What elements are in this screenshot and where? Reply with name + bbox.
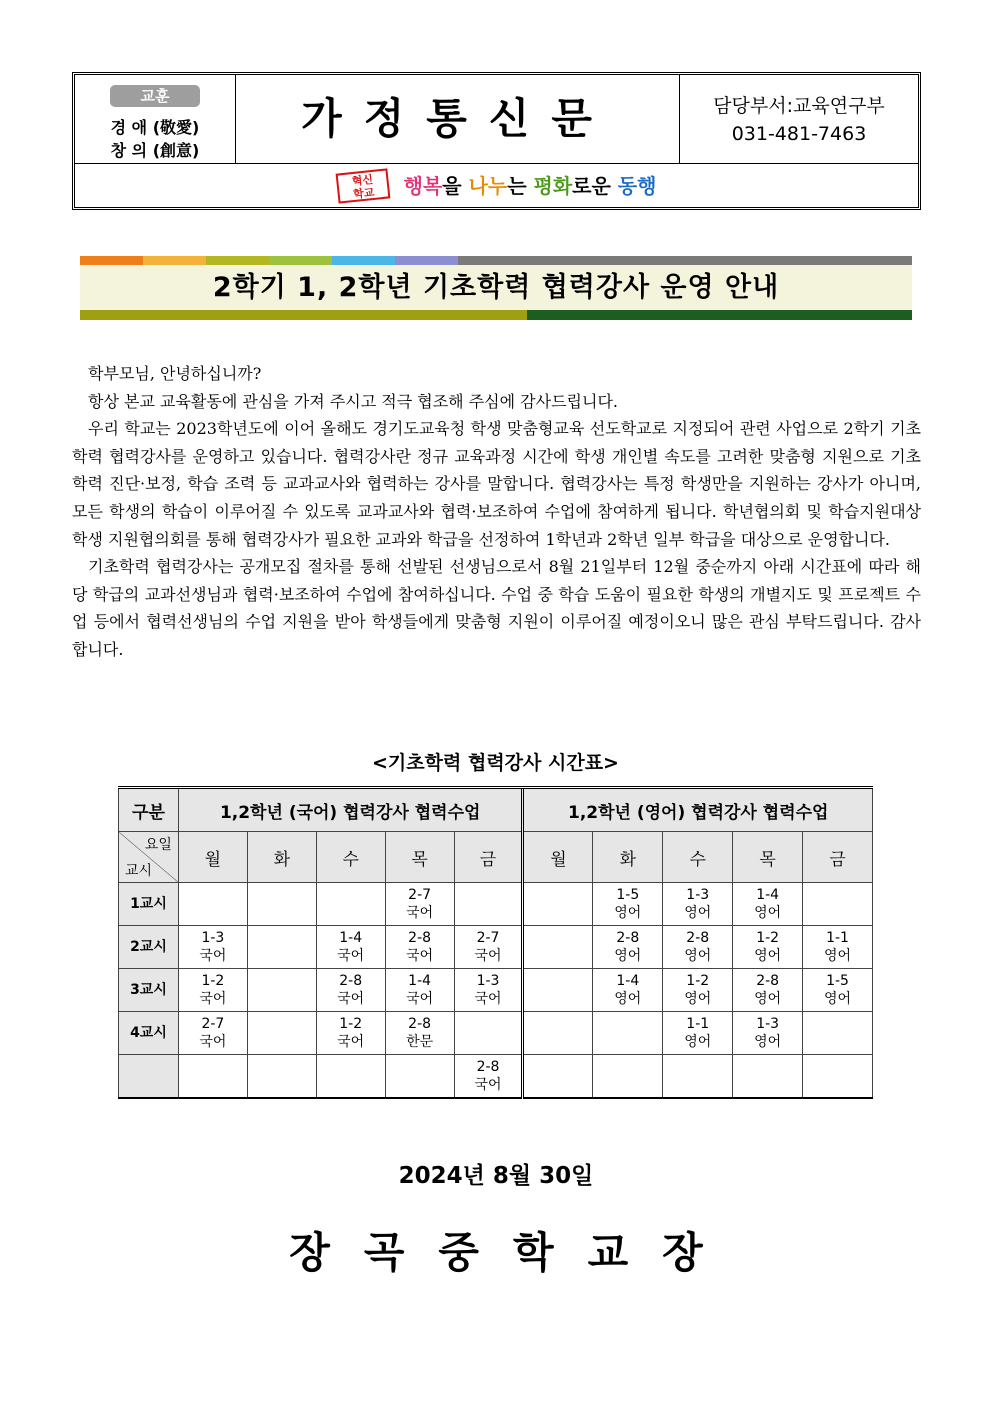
timetable-cell — [247, 926, 316, 969]
body-paragraph: 우리 학교는 2023학년도에 이어 올해도 경기도교육청 학생 맞춤형교육 선도학교로 지정되어 관련 사업으로 2학기 기초학력 협력강사를 운영하고 있습니다. 협력강사란 정규 교육과정 시간에 학생 개인별 속도를 고려한 맞춤형 지원으로 기초학력 진단·보정, 학습 조력 등 교과교사와 협력하는 강사를 말합니다. 협력강사는 특정 학생만을 지원하는 강사가 아니며, 모든 학생의 학습이 이루어질 수 있도록 교과교사와 협력·보조하여 수업에 참여하게 됩니다. 학년협의회 및 학습지원대상학생 지원협의회를 통해 협력강사가 필요한 교과와 학급을 선정하여 1학년과 2학년 일부 학급을 대상으로 운영합니다. — [72, 419, 921, 549]
header-top-row — [75, 75, 918, 164]
class-number: 1-3 — [686, 887, 710, 903]
subject-name: 국어 — [337, 991, 365, 1007]
class-number: 2-8 — [616, 930, 640, 946]
subject-name: 영어 — [754, 948, 782, 964]
school-slogan: 행복을 나누는 평화로운 동행 — [403, 173, 657, 198]
timetable-cell — [316, 1012, 385, 1055]
class-number: 2-8 — [686, 930, 710, 946]
day-header: 목 — [385, 832, 454, 883]
day-header: 금 — [454, 832, 523, 883]
subject-name: 영어 — [824, 948, 852, 964]
subject-name: 영어 — [614, 991, 642, 1007]
period-label: 3교시 — [119, 969, 179, 1012]
subject-name: 영어 — [614, 905, 642, 921]
banner-top-stripe — [80, 256, 912, 265]
subject-name: 국어 — [406, 948, 434, 964]
timetable-cell — [454, 926, 523, 969]
timetable-cell — [803, 1055, 873, 1099]
timetable-cell — [593, 1055, 663, 1099]
timetable-cell — [178, 926, 247, 969]
newsletter-header — [72, 72, 921, 210]
motto-line-2: 창 의 (創意) — [110, 141, 200, 160]
greeting: 학부모님, 안녕하십니까? — [88, 364, 262, 383]
subject-name: 국어 — [337, 1034, 365, 1050]
timetable-cell — [733, 1055, 803, 1099]
subject-name: 영어 — [684, 905, 712, 921]
korean-group-header: 1,2학년 (국어) 협력강사 협력수업 — [178, 788, 523, 832]
class-number: 2-7 — [476, 930, 500, 946]
timetable-cell — [178, 883, 247, 926]
department-name: 담당부서:교육연구부 — [713, 95, 885, 117]
timetable-cell — [178, 1055, 247, 1099]
class-number: 1-3 — [756, 1016, 780, 1032]
class-number: 1-2 — [201, 973, 225, 989]
subject-name: 국어 — [199, 1034, 227, 1050]
timetable-cell — [663, 1012, 733, 1055]
timetable-cell — [178, 969, 247, 1012]
class-number: 1-1 — [686, 1016, 710, 1032]
innovation-school-stamp-icon: 혁신 학교 — [335, 168, 390, 203]
subject-name: 영어 — [684, 1034, 712, 1050]
stripe-segment — [458, 256, 912, 265]
department-cell — [679, 75, 918, 163]
timetable-cell — [733, 883, 803, 926]
subject-name: 국어 — [474, 991, 502, 1007]
body-paragraph: 기초학력 협력강사는 공개모집 절차를 통해 선발된 선생님으로서 8월 21일부터 12월 중순까지 아래 시간표에 따라 해당 학급의 교과선생님과 협력·보조하여 수업에 참여하십니다. 수업 중 학습 도움이 필요한 학생의 개별지도 및 프로젝트 수업 등에서 협력선생님의 수업 지원을 받아 학생들에게 맞춤형 지원이 이루어질 예정이오니 많은 관심 부탁드립니다. 감사합니다. — [72, 557, 921, 659]
timetable-cell — [803, 969, 873, 1012]
motto-cell — [75, 75, 236, 163]
stripe-segment — [80, 310, 527, 320]
timetable-cell — [454, 969, 523, 1012]
timetable-cell — [523, 883, 593, 926]
timetable-cell — [803, 926, 873, 969]
timetable-cell — [178, 1012, 247, 1055]
timetable-cell — [733, 926, 803, 969]
class-number: 2-8 — [339, 973, 363, 989]
stripe-segment — [527, 310, 912, 320]
class-number: 1-2 — [756, 930, 780, 946]
timetable-caption: <기초학력 협력강사 시간표> — [372, 752, 619, 774]
subject-name: 영어 — [684, 991, 712, 1007]
timetable-cell — [523, 1055, 593, 1099]
stripe-segment — [395, 256, 458, 265]
timetable-cell — [454, 1055, 523, 1099]
period-label: 1교시 — [119, 883, 179, 926]
subject-name: 영어 — [754, 1034, 782, 1050]
class-number: 2-8 — [408, 1016, 432, 1032]
subject-name: 국어 — [406, 905, 434, 921]
day-header: 수 — [316, 832, 385, 883]
timetable-cell — [663, 1055, 733, 1099]
day-header: 금 — [803, 832, 873, 883]
timetable-cell — [523, 926, 593, 969]
class-number: 1-4 — [756, 887, 780, 903]
banner-bottom-stripe — [80, 310, 912, 320]
class-number: 1-2 — [339, 1016, 363, 1032]
stripe-segment — [80, 256, 143, 265]
period-label — [119, 1055, 179, 1099]
day-header: 목 — [733, 832, 803, 883]
subject-name: 영어 — [614, 948, 642, 964]
timetable-cell — [733, 1012, 803, 1055]
timetable-cell — [316, 1055, 385, 1099]
motto-line-1: 경 애 (敬愛) — [110, 118, 200, 137]
class-number: 1-2 — [686, 973, 710, 989]
issue-date: 2024년 8월 30일 — [398, 1163, 594, 1189]
timetable-row — [119, 1012, 873, 1055]
timetable-row — [119, 926, 873, 969]
slogan-row — [75, 163, 918, 207]
day-header: 화 — [593, 832, 663, 883]
class-number: 2-7 — [201, 1016, 225, 1032]
period-label: 4교시 — [119, 1012, 179, 1055]
timetable-cell — [385, 883, 454, 926]
timetable-cell — [385, 1012, 454, 1055]
timetable-cell — [663, 883, 733, 926]
subject-name: 국어 — [406, 991, 434, 1007]
day-header: 화 — [247, 832, 316, 883]
timetable-cell — [803, 1012, 873, 1055]
day-header: 수 — [663, 832, 733, 883]
timetable-row — [119, 1055, 873, 1099]
timetable-cell — [454, 1012, 523, 1055]
subject-name: 영어 — [754, 905, 782, 921]
timetable-cell — [316, 926, 385, 969]
subject-name: 국어 — [474, 1077, 502, 1093]
category-header: 구분 — [119, 788, 179, 832]
stripe-segment — [332, 256, 395, 265]
day-header: 월 — [523, 832, 593, 883]
timetable-cell — [593, 969, 663, 1012]
class-number: 2-8 — [756, 973, 780, 989]
timetable-cell — [247, 1055, 316, 1099]
notice-title: 2학기 1, 2학년 기초학력 협력강사 운영 안내 — [80, 265, 912, 310]
subject-name: 한문 — [406, 1034, 434, 1050]
subject-name: 국어 — [199, 991, 227, 1007]
timetable-row — [119, 969, 873, 1012]
timetable — [118, 786, 873, 1099]
motto-badge: 교훈 — [110, 85, 200, 107]
timetable-cell — [316, 969, 385, 1012]
letter-body — [72, 360, 921, 664]
timetable-cell — [593, 883, 663, 926]
timetable-cell — [247, 883, 316, 926]
timetable-cell — [385, 926, 454, 969]
timetable-cell — [247, 1012, 316, 1055]
timetable-cell — [523, 969, 593, 1012]
english-group-header: 1,2학년 (영어) 협력강사 협력수업 — [523, 788, 873, 832]
stripe-segment — [143, 256, 206, 265]
timetable-cell — [316, 883, 385, 926]
timetable-cell — [663, 969, 733, 1012]
timetable-cell — [454, 883, 523, 926]
stripe-segment — [269, 256, 332, 265]
period-label: 2교시 — [119, 926, 179, 969]
subject-name: 영어 — [824, 991, 852, 1007]
class-number: 2-8 — [476, 1059, 500, 1075]
timetable-cell — [523, 1012, 593, 1055]
body-paragraph: 항상 본교 교육활동에 관심을 가져 주시고 적극 협조해 주심에 감사드립니다. — [88, 391, 618, 411]
timetable-cell — [247, 969, 316, 1012]
class-number: 1-3 — [476, 973, 500, 989]
subject-name: 국어 — [474, 948, 502, 964]
class-number: 1-4 — [616, 973, 640, 989]
timetable-cell — [593, 926, 663, 969]
timetable-cell — [385, 1055, 454, 1099]
subject-name: 영어 — [754, 991, 782, 1007]
class-number: 2-7 — [408, 887, 432, 903]
subject-name: 국어 — [199, 948, 227, 964]
subject-name: 국어 — [337, 948, 365, 964]
subject-name: 영어 — [684, 948, 712, 964]
stripe-segment — [206, 256, 269, 265]
day-header: 월 — [178, 832, 247, 883]
class-number: 1-3 — [201, 930, 225, 946]
class-number: 1-1 — [826, 930, 849, 946]
class-number: 1-5 — [616, 887, 640, 903]
timetable-cell — [663, 926, 733, 969]
timetable-cell — [593, 1012, 663, 1055]
class-number: 1-4 — [408, 973, 432, 989]
class-number: 1-5 — [826, 973, 849, 989]
day-period-corner: 요일 교시 — [119, 832, 179, 883]
timetable-cell — [385, 969, 454, 1012]
class-number: 2-8 — [408, 930, 432, 946]
timetable-row — [119, 883, 873, 926]
document-title: 가정통신문 — [301, 94, 614, 143]
principal-signature: 장곡중학교장 — [289, 1228, 737, 1277]
department-phone: 031-481-7463 — [731, 123, 867, 145]
timetable-cell — [733, 969, 803, 1012]
timetable-cell — [803, 883, 873, 926]
class-number: 1-4 — [339, 930, 363, 946]
